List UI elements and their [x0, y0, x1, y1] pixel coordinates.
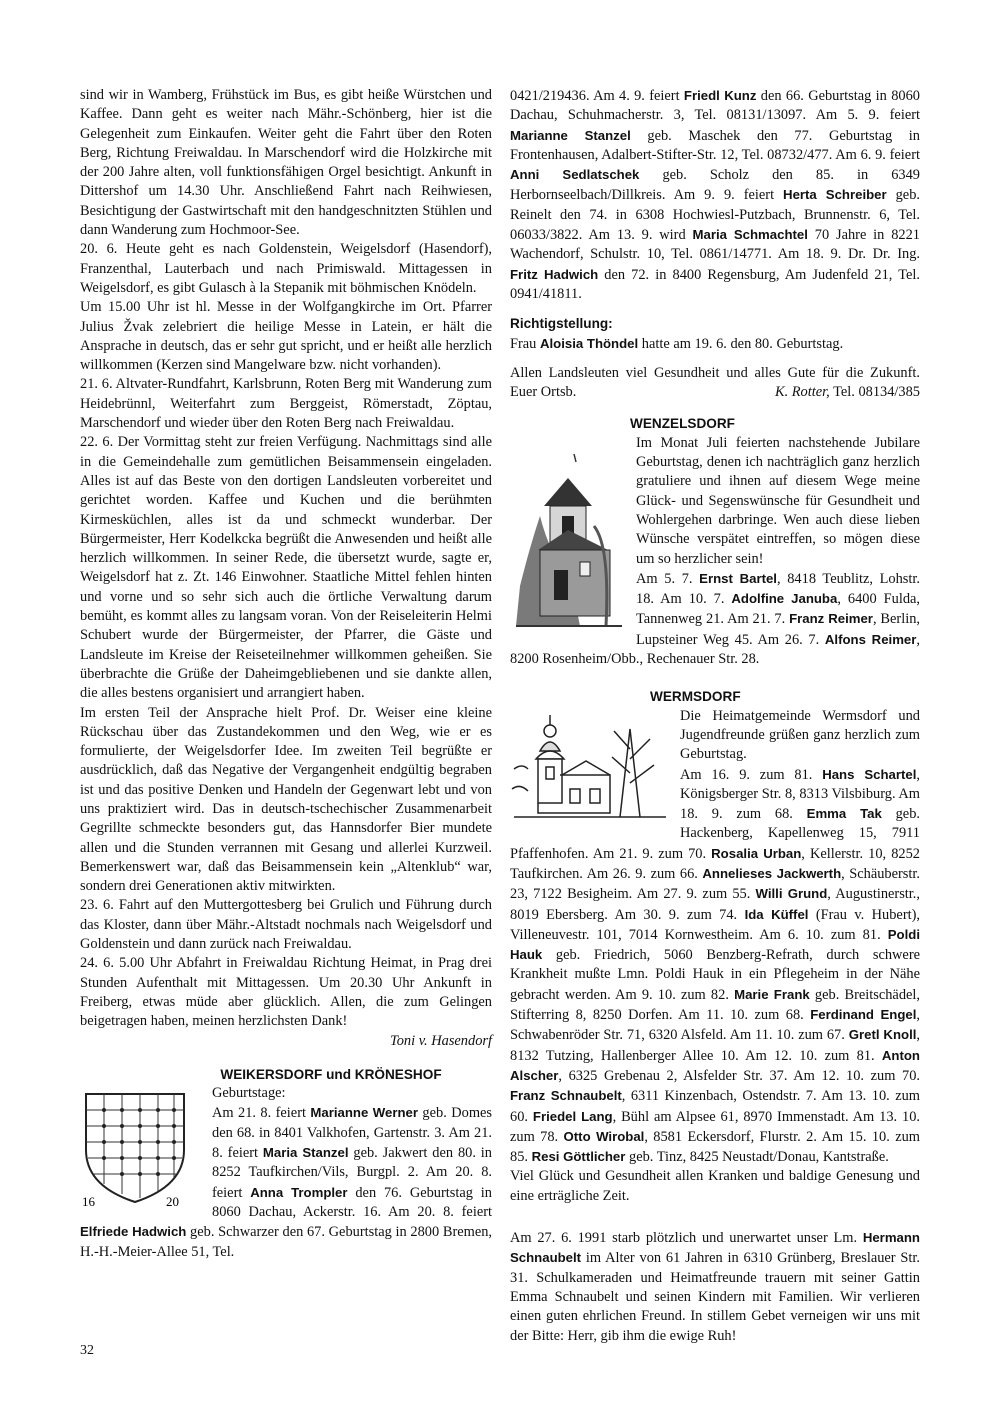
person-name: Friedl Kunz	[683, 88, 757, 103]
person-name: Otto Wirobal	[563, 1128, 645, 1144]
person-name: Anton Alscher	[510, 1047, 920, 1083]
person-name: Marie Frank	[734, 986, 810, 1002]
church-image	[510, 709, 674, 827]
correction-heading: Richtigstellung:	[510, 316, 613, 332]
birthday-list-wermsdorf: Am 16. 9. zum 81. Hans Schartel, Königsberger Str. 8, 8313 Vilsbiburg. Am 18. 9. zum 68. Emma Tak geb. Hackenberg, Kapellenweg 15, 7911 Pfaffenhofen. Am 21. 9. zum 70. Rosalia Urban, Kellerstr. 10, 8252 Taufkirchen. Am 26. 9. zum 66. Annelieses Jackwerth, Schäuberstr. 23, 7122 Besigheim. Am 27. 9. zum 55. Willi Grund, Augustinerstr., 8019 Ebersberg. Am 30. 9. zum 74. Ida Küffel (Frau v. Hubert), Villeneuvestr. 101, 7014 Kornwestheim. Am 6. 10. zum 81. Poldi Hauk geb. Friedrich, 5060 Benzberg-Refrath, durch schwere Krankheit mußte Lmn. Poldi Hauk in ein Pflegeheim in der Nähe gebracht werden. Am 9. 10. zum 82. Marie Frank geb. Breitschädel, Stifterring 8, 8250 Dorfen. Am 11. 10. zum 68. Ferdinand Engel, Schwabenröder Str. 71, 6320 Alsfeld. Am 11. 10. zum 67. Gretl Knoll, 8132 Tutzing, Hallenberger Allee 10. Am 12. 10. zum 81. Anton Alscher, 6325 Grebenau 2, Alsfelder Str. 37. Am 12. 10. zum 70. Franz Schnaubelt, 6311 Kinzenbach, Ostendstr. 7. Am 13. 10. zum 60. Friedel Lang, Bühl am Alpsee 61, 8970 Immenstadt. Am 13. 10. zum 78. Otto Wirobal, 8581 Eckersdorf, Flurstr. 2. Am 15. 10. zum 85. Resi Göttlicher geb. Tinz, 8425 Neustadt/Donau, Kantstraße.	[510, 766, 921, 1166]
person-name: Annelieses Jackwerth	[702, 865, 842, 881]
section-heading-wenzelsdorf: WENZELSDORF	[630, 416, 735, 432]
page-number: 32	[80, 1343, 94, 1358]
person-name: Marianne Stanzel	[510, 127, 631, 143]
person-name: Marianne Werner	[310, 1105, 419, 1121]
church-drawing-icon	[510, 709, 670, 827]
person-name: Anni Sedlatschek	[510, 167, 640, 183]
person-name: Maria Stanzel	[262, 1145, 349, 1161]
person-name: Hans Schartel	[822, 766, 917, 782]
right-column	[510, 86, 920, 1346]
correction-text: Frau Aloisia Thöndel hatte am 19. 6. den 80. Geburtstag.	[510, 335, 844, 352]
travel-paragraph: 23. 6. Fahrt auf den Muttergottesberg bei Grulich und Führung durch das Kloster, dann über Mähr.-Altstadt nochmals nach Weigelsdorf und Goldenstein und dann zurück nach Freiwaldau.	[80, 897, 492, 953]
travel-paragraph: sind wir in Wamberg, Frühstück im Bus, es gibt heiße Würstchen und Kaffee. Dann geht es weiter nach Mähr.-Schönberg, hier ist die Gelegenheit zum Einkaufen. Weiter geht die Fahrt über den Roten Berg, Richtung Freiwaldau. In Marschendorf wird die Holzkirche mit der 200 Jahre alten, voll funktionsfähigen Orgel besichtigt. Ankunft in Dittershof um 14.30 Uhr. Anschließend Fahrt nach Reihwiesen, Besichtigung der Gastwirtschaft mit den handgeschnitzten Stühlen und dann Wanderung zum Hochmoor-See.	[80, 87, 492, 239]
travel-paragraph: 24. 6. 5.00 Uhr Abfahrt in Freiwaldau Richtung Heimat, in Prag drei Stunden Aufenthalt mit Mittagessen. Um 20.30 Uhr Ankunft in Freiberg, etwas müde aber glücklich. Allen, die zum Gelingen beigetragen haben, meinen herzlichsten Dank!	[80, 955, 492, 1030]
person-name: Ferdinand Engel	[810, 1007, 917, 1023]
birthday-label: Geburtstage:	[212, 1085, 286, 1102]
person-name: Emma Tak	[806, 806, 882, 822]
chapel-drawing-icon	[510, 436, 628, 632]
person-name: Ernst Bartel	[699, 570, 777, 586]
wishes-text: Allen Landsleuten viel Gesundheit und alles Gute für die Zukunft. Euer Ortsb. K. Rotter, Tel. 08134/385	[510, 364, 920, 401]
person-name: Hermann Schnaubelt	[510, 1230, 920, 1266]
person-name: Resi Göttlicher	[531, 1149, 626, 1165]
section-heading-wermsdorf: WERMSDORF	[650, 689, 741, 705]
travel-paragraph: Im ersten Teil der Ansprache hielt Prof. Dr. Weiser eine kleine Rückschau über das Zustandekommen und den Weg, wie er es formulierte, der Weigelsdorfer Idee. Im zweiten Teil begrüßte er ausdrücklich, daß das Negative der Vergangenheit endgültig begraben ist und das positive Denken und Handeln der Gegenwart lebt und von uns praktiziert wird. Das in deutsch-tschechischer Zusammenarbeit Gegrillte schmeckte besonders gut, das Hannsdorfer Bier mundete allen und die Stunden verrannen mit Gesang und allerlei Kurzweil. Bemerkenswert war, daß das Beisammensein kein „Altenklub“ war, sondern drei Generationen aktiv mitwirkten.	[80, 704, 492, 895]
section-heading-weikersdorf: WEIKERSDORF und KRÖNESHOF	[220, 1066, 442, 1082]
obituary-text: Am 27. 6. 1991 starb plötzlich und unerwartet unser Lm. Hermann Schnaubelt im Alter von 61 Jahren in 6310 Grünberg, Breslauer Str. 31. Schulkameraden und Heimatfreunde trauern mit seiner Gattin Emma Schnaubelt und seinen Kindern mit Familien. Wir verlieren einen guten ehrlichen Freund. In stillem Gebet verneigen wir uns mit der Bitte: Herr, gib ihm die ewige Ruh!	[510, 1230, 920, 1344]
person-name: Herta Schreiber	[783, 187, 887, 203]
person-name: Rosalia Urban	[711, 845, 802, 861]
person-name: Alfons Reimer	[824, 631, 917, 647]
author-signature: Toni v. Hasendorf	[390, 1032, 492, 1049]
person-name: Anna Trompler	[250, 1184, 348, 1200]
birthday-list-weikersdorf: Am 21. 8. feiert Marianne Werner geb. Domes den 68. in 8401 Valkhofen, Gartenstr. 3. Am 21. 8. feiert Maria Stanzel geb. Jakwert den 80. in 8252 Taufkirchen/Vils, Burgpl. 2. Am 20. 8. feiert Anna Trompler den 76. Geburtstag in 8060 Dachau, Ackerstr. 16. Am 20. 8. feiert Elfriede Hadwich geb. Schwarzer den 67. Geburtstag in 2800 Bremen, H.-H.-Meier-Allee 51, Tel.	[80, 1105, 493, 1260]
wermsdorf-closing: Viel Glück und Gesundheit allen Kranken und baldige Genesung und eine erträgliche Zeit.	[510, 1168, 920, 1204]
chapel-image	[510, 436, 630, 632]
person-name: Willi Grund	[755, 886, 828, 902]
birthday-list-wenzelsdorf: Am 5. 7. Ernst Bartel, 8418 Teublitz, Lohstr. 18. Am 10. 7. Adolfine Januba, 6400 Fulda, Tannenweg 21. Am 21. 7. Franz Reimer, Berlin, Lupsteiner Weg 45. Am 26. 7. Alfons Reimer, 8200 Rosenheim/Obb., Rechenauer Str. 28.	[510, 570, 921, 668]
person-name: Friedel Lang	[532, 1108, 613, 1124]
coat-of-arms-image	[80, 1088, 204, 1212]
person-name: Maria Schmachtel	[692, 227, 808, 243]
birthday-list-continued: 0421/219436. Am 4. 9. feiert Friedl Kunz den 66. Geburtstag in 8060 Dachau, Schuhmacherstr. 3, Tel. 08131/13097. Am 5. 9. feiert Marianne Stanzel geb. Maschek den 77. Geburtstag in Frontenhausen, Adalbert-Stifter-Str. 12, Tel. 08732/477. Am 6. 9. feiert Anni Sedlatschek geb. Scholz den 85. in 6349 Herbornseelbach/Dillkreis. Am 9. 9. feiert Herta Schreiber geb. Reinelt den 74. in 6308 Hochwiesl-Putzbach, Brunnenstr. 6, Tel. 06033/3822. Am 13. 9. wird Maria Schmachtel 70 Jahre in 8221 Wachendorf, Schulstr. 10, Tel. 0861/14771. Am 18. 9. Dr. Dr. Ing. Fritz Hadwich den 72. in 8400 Regensburg, Am Judenfeld 21, Tel. 0941/41811.	[510, 88, 920, 302]
left-column	[80, 86, 492, 1262]
travel-paragraph: 22. 6. Der Vormittag steht zur freien Verfügung. Nachmittags sind alle in die Gemeindehalle zum gemütlichen Beisammensein eingeladen. Alles ist auf das Beste von den dortigen Landsleuten vorbereitet und gerichtet worden. Kaffee und Kuchen und die berühmten Kirmesküchlen, alles ist da und schmeckt wunderbar. Der Bürgermeister, Herr Kodelkcka begrüßt die Anwesenden und heißt alle herzlich willkommen. In seiner Rede, die übersetzt wurde, sagte er, Weigelsdorf hat z. Zt. 146 Einwohner. Staatliche Mittel fehlen hinten und vorne und so sehr sich auch die örtliche Verwaltung darum bemüht, es kommt alles zu langsam voran. Von der Reiseleiterin Helmi Schubert wurde der Bürgermeister, der Pfarrer, die Gäste und Landsleute im Kreise der Reiseteilnehmer willkommen geheißen. Sie überbrachte die Grüße der Daheimgebliebenen und sie dankte allen, die alles bestens organisiert und arrangiert haben.	[80, 434, 492, 702]
shield-icon	[80, 1088, 190, 1208]
person-name: Franz Schnaubelt	[510, 1088, 622, 1104]
person-name: Franz Reimer	[789, 611, 873, 627]
wermsdorf-intro: Die Heimatgemeinde Wermsdorf und Jugendfreunde grüßen ganz herzlich zum Geburtstag.	[680, 707, 920, 763]
crest-year-right: 20	[166, 1194, 179, 1209]
person-name: Poldi Hauk	[510, 926, 920, 963]
person-name: Gretl Knoll	[848, 1027, 917, 1043]
person-name: Fritz Hadwich	[510, 266, 599, 282]
wenzelsdorf-intro: Im Monat Juli feierten nachstehende Jubilare Geburtstag, denen ich nachträglich ganz herzlich gratuliere und ihnen auf diesem Wege meine Glück- und Segenswünsche für Gesundheit und Wohlergehen darbringe. Wen auch diese lieben Wünsche verspätet eintreffen, so mögen diese um so herzlicher sein!	[636, 434, 920, 567]
wishes-signature: K. Rotter,	[774, 384, 830, 401]
person-name: Elfriede Hadwich	[80, 1224, 187, 1240]
person-name: Ida Küffel	[744, 906, 809, 922]
travel-paragraph: Um 15.00 Uhr ist hl. Messe in der Wolfgangkirche im Ort. Pfarrer Julius Žvak zelebriert die heilige Messe in Latein, er hält die Ansprache in deutsch, das er sehr gut spricht, und er heißt alle herzlich willkommen (Kerzen sind Mangelware bzw. nicht vorhanden).	[80, 299, 492, 374]
person-name: Aloisia Thöndel	[539, 335, 639, 351]
crest-year-left: 16	[82, 1194, 95, 1209]
travel-paragraph: 20. 6. Heute geht es nach Goldenstein, Weigelsdorf (Hasendorf), Franzenthal, Lauterbach und nach Primiswald. Mittagessen in Weigelsdorf, es gibt Gulasch à la Stepanik mit böhmischen Knödeln.	[80, 241, 492, 296]
travel-paragraph: 21. 6. Altvater-Rundfahrt, Karlsbrunn, Roten Berg mit Wanderung zum Heidebrünnl, Weiterfahrt zum Berggeist, Römerstadt, Zöptau, Marschendorf und wieder über den Roten Berg nach Freiwaldau.	[80, 376, 492, 432]
person-name: Adolfine Januba	[731, 591, 838, 607]
